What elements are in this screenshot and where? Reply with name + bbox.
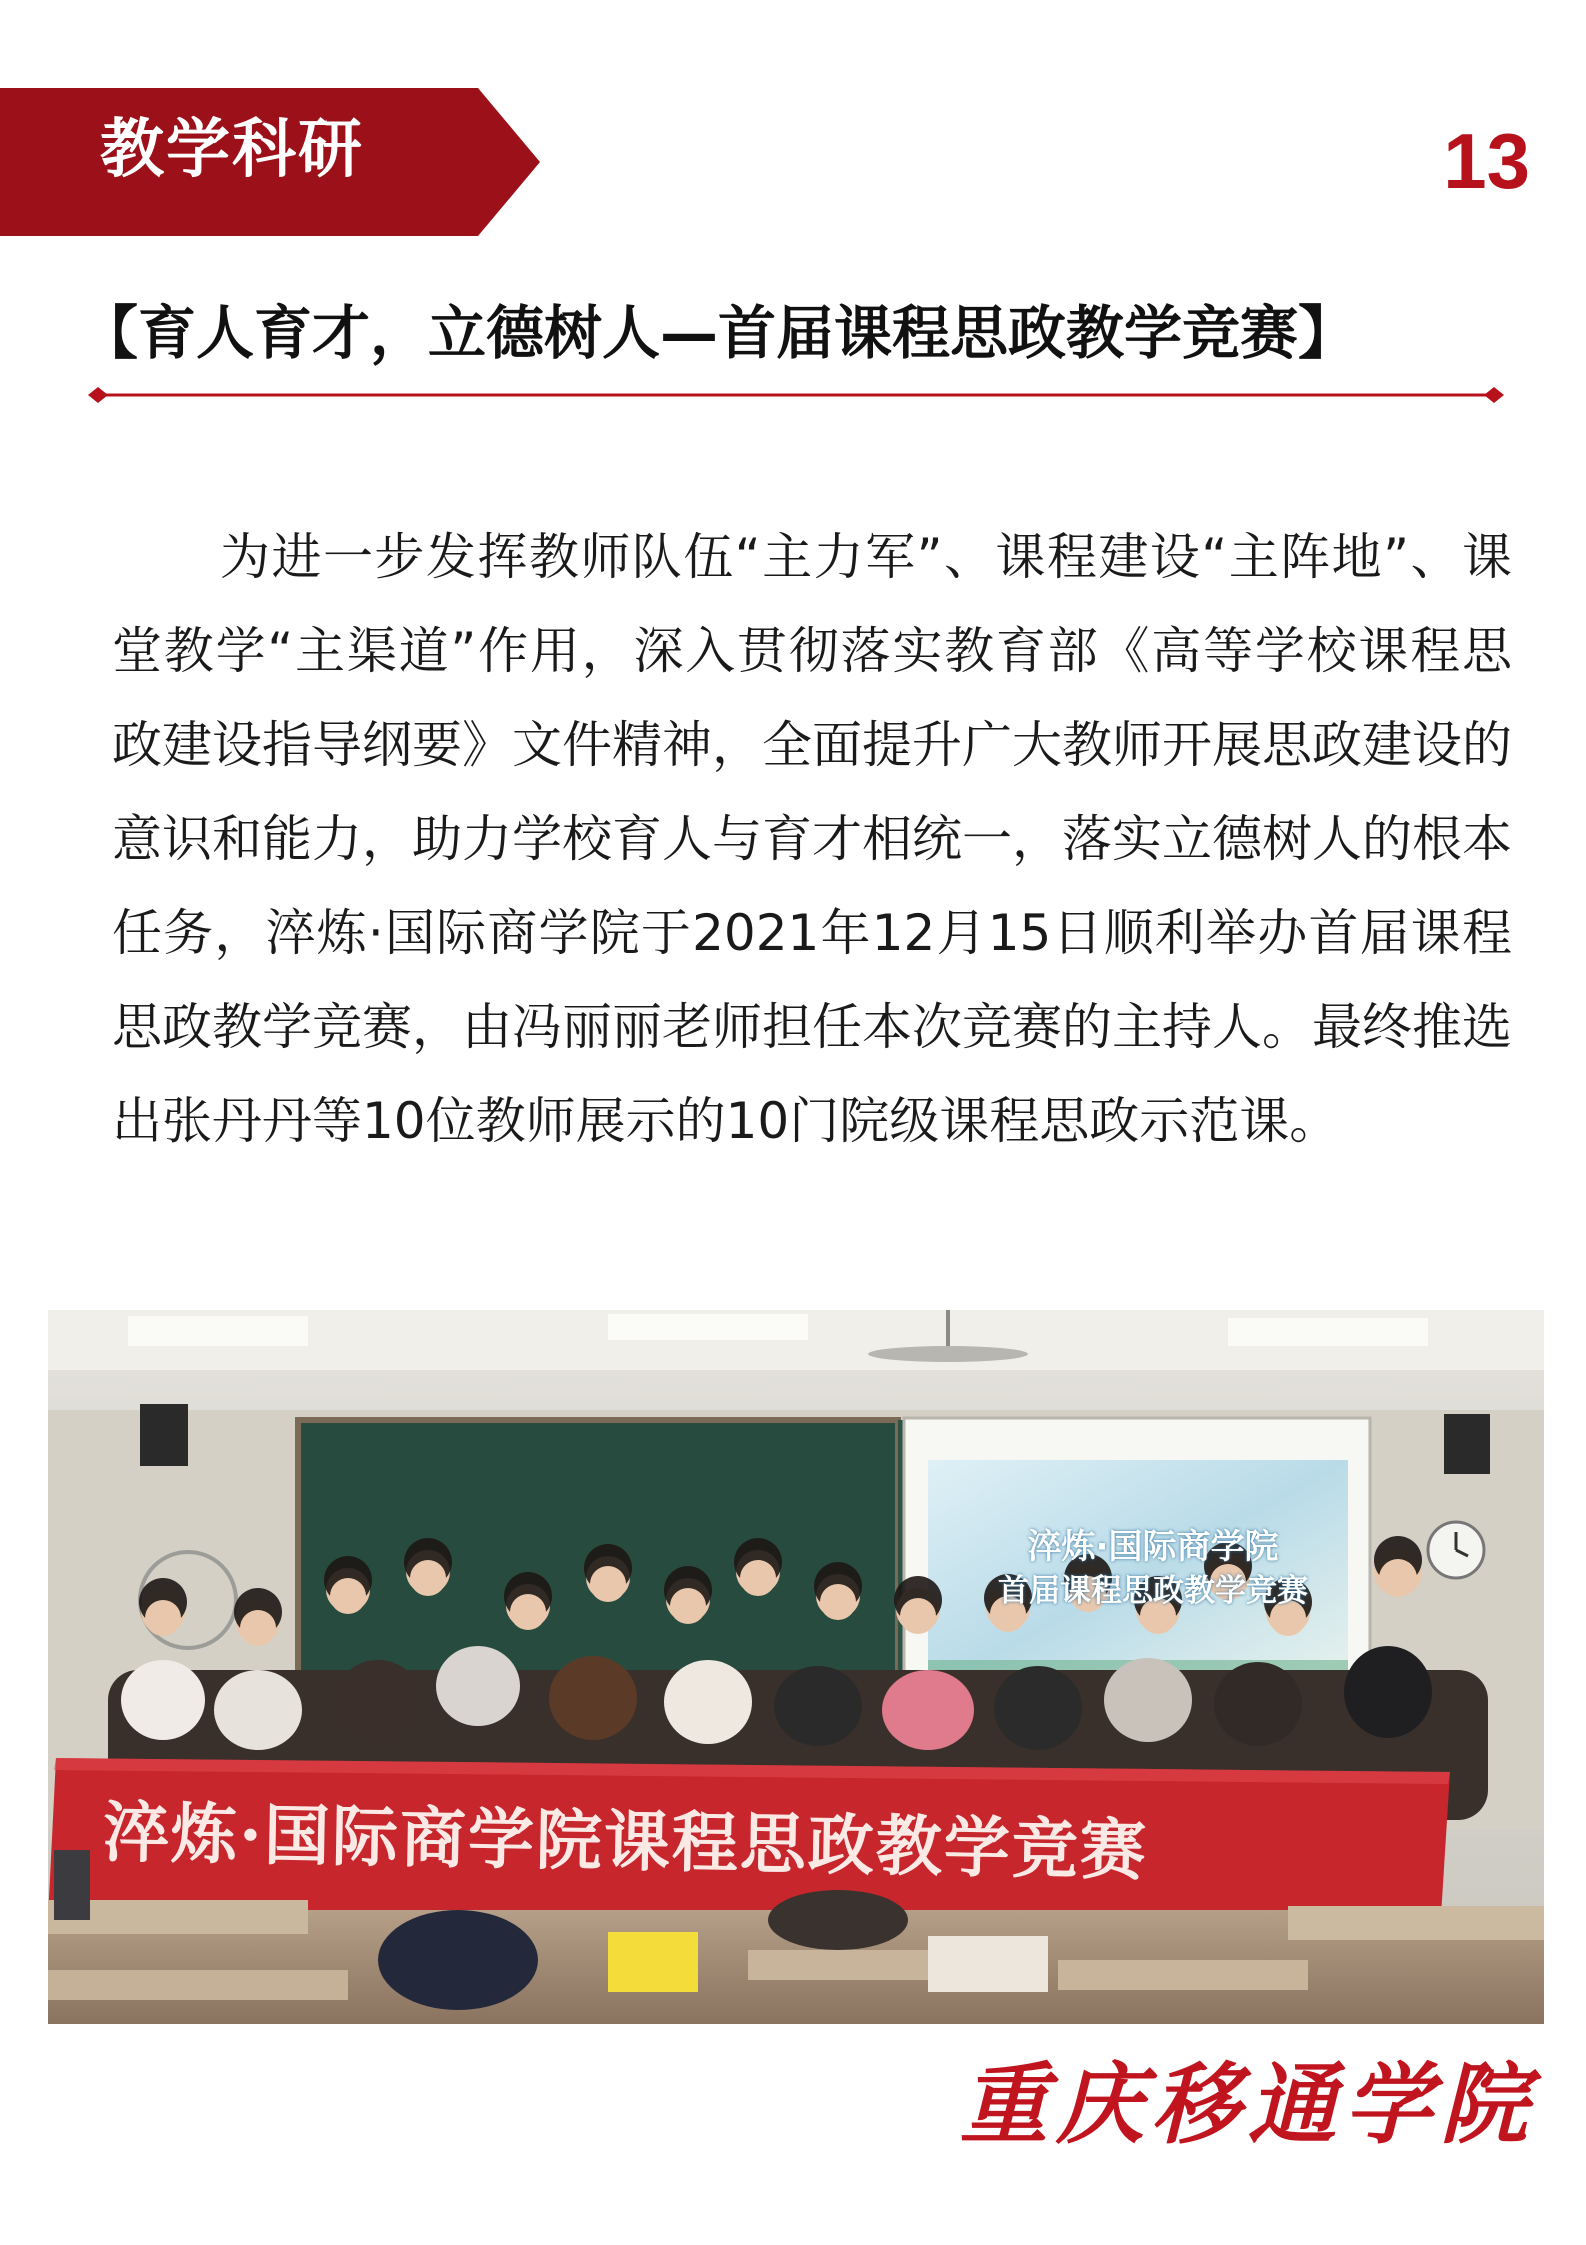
article-body: 为进一步发挥教师队伍“主力军”、课程建设“主阵地”、课堂教学“主渠道”作用，深入贯彻落实教育部《高等学校课程思政建设指导纲要》文件精神，全面提升广大教师开展思政建设的意识和能力，助力学校育人与育才相统一，落实立德树人的根本任务，淬炼·国际商学院于2021年12月15日顺利举办首届课程思政教学竞赛，由冯丽丽老师担任本次竞赛的主持人。最终推选出张丹丹等10位教师展示的10门院级课程思政示范课。 bbox=[112, 528, 1512, 1150]
page-number: 13 bbox=[1443, 117, 1530, 205]
title-underline-divider bbox=[86, 385, 1506, 405]
section-label: 教学科研 bbox=[100, 112, 364, 187]
screen-line-1: 淬炼·国际商学院 bbox=[1027, 1527, 1279, 1567]
group-photo bbox=[48, 1310, 1544, 2024]
projector-screen-text bbox=[953, 1525, 1353, 1613]
photo-illustration bbox=[48, 1310, 1544, 2024]
red-banner-text: 淬炼·国际商学院课程思政教学竞赛 bbox=[102, 1793, 1149, 1890]
screen-line-2: 首届课程思政教学竞赛 bbox=[998, 1573, 1308, 1609]
article-title: 【育人育才，立德树人—首届课程思政教学竞赛】 bbox=[80, 299, 1357, 367]
college-signature: 重庆移通学院 bbox=[959, 2052, 1536, 2156]
